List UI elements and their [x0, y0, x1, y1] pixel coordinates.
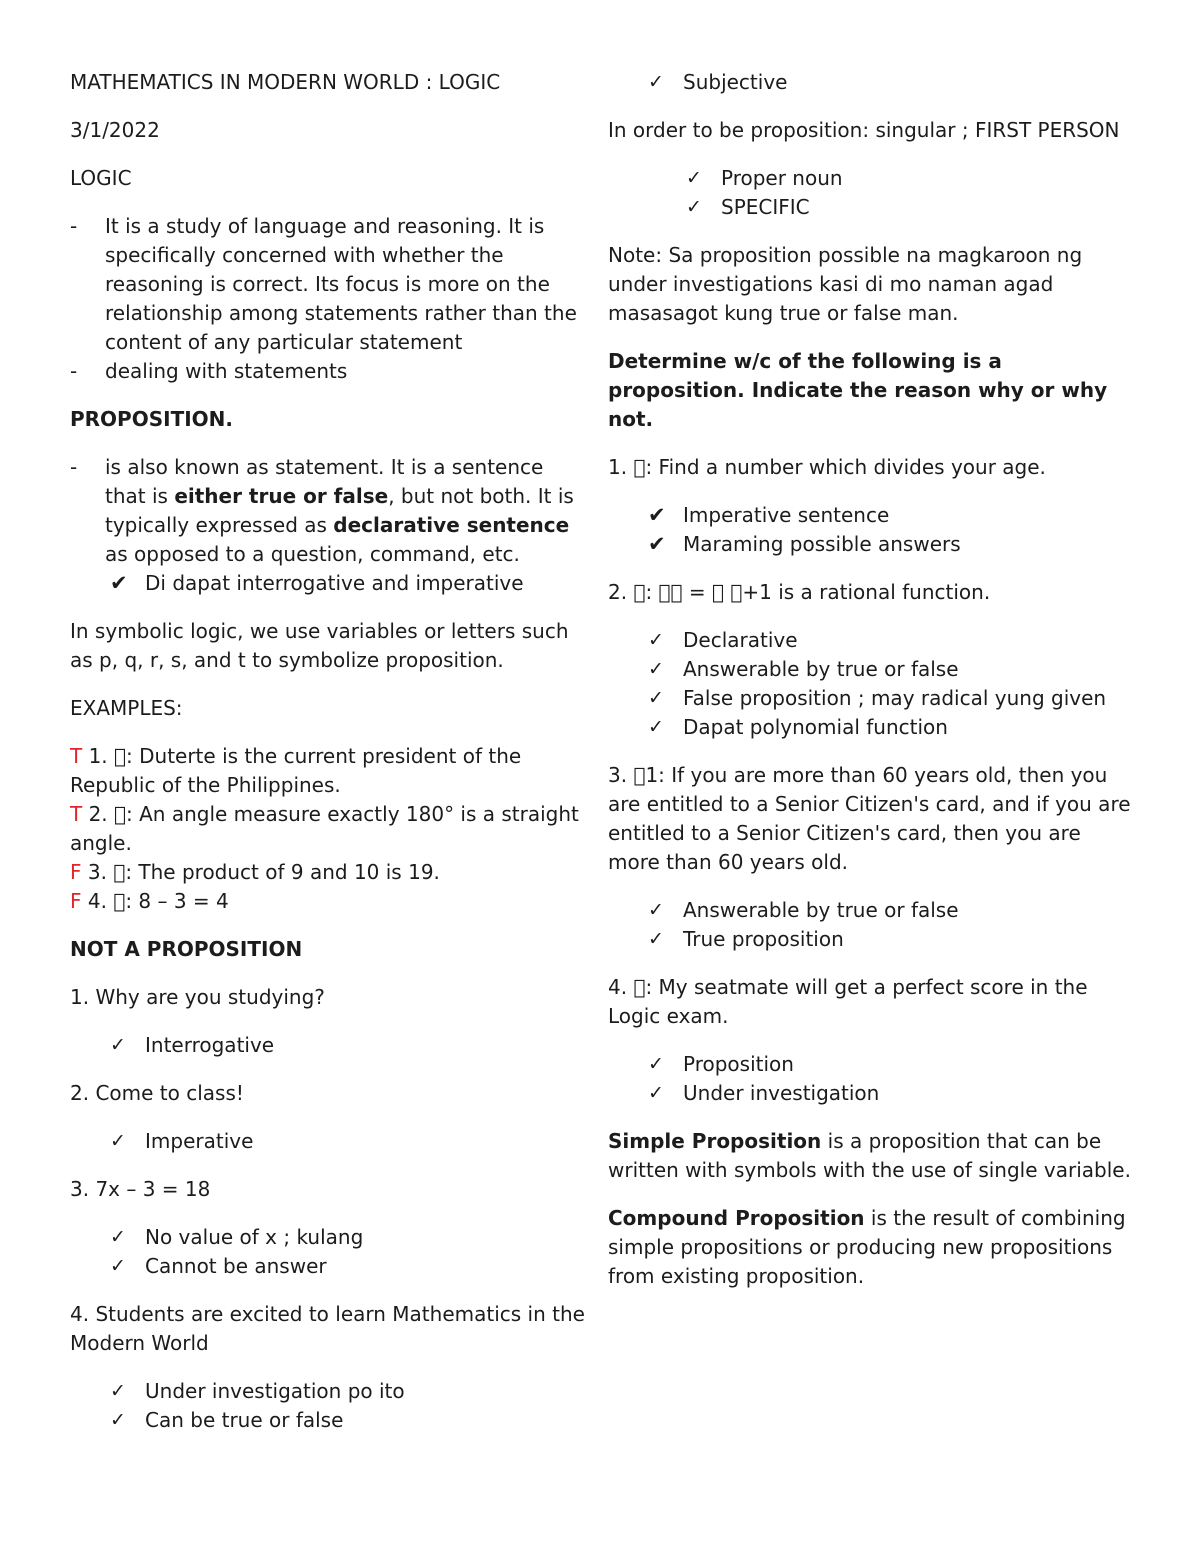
- check-item-text: Can be true or false: [145, 1408, 344, 1432]
- check-list: [608, 501, 1136, 559]
- check-item: [648, 1050, 1136, 1079]
- check-item: [110, 1406, 590, 1435]
- logic-heading: LOGIC: [70, 166, 132, 190]
- compound-proposition-definition: [608, 1204, 1136, 1291]
- term: Compound Proposition: [608, 1206, 865, 1230]
- symbolic-logic-paragraph: In symbolic logic, we use variables or letters such as p, q, r, s, and t to symbolize proposition.: [70, 619, 569, 672]
- document-date: 3/1/2022: [70, 118, 160, 142]
- note-paragraph: Note: Sa proposition possible na magkaroon ng under investigations kasi di mo naman agad masasagot kung true or false man.: [608, 243, 1083, 325]
- simple-proposition-definition: [608, 1127, 1136, 1185]
- definition-text: as opposed to a question, command, etc.: [105, 542, 520, 566]
- proposition-definition: [70, 453, 590, 598]
- check-item-text: Cannot be answer: [145, 1254, 327, 1278]
- check-item-text: Under investigation po ito: [145, 1379, 405, 1403]
- check-item: [648, 1079, 1136, 1108]
- example-text: 4.  : 8 – 3 = 4: [81, 889, 229, 913]
- non-proposition-example: 1. Why are you studying?: [70, 985, 325, 1009]
- check-icon: ✓: [686, 167, 702, 189]
- check-item-text: Proposition: [683, 1052, 794, 1076]
- check-item-text: No value of x ; kulang: [145, 1225, 364, 1249]
- check-list: [608, 164, 1136, 222]
- example-item: [70, 887, 590, 916]
- check-item-text: Imperative sentence: [683, 503, 890, 527]
- example-text: 3.  : The product of 9 and 10 is 19.: [81, 860, 440, 884]
- check-icon: ✓: [648, 658, 664, 680]
- check-item-text: Answerable by true or false: [683, 657, 959, 681]
- check-item-text: Subjective: [683, 70, 788, 94]
- check-item-text: True proposition: [683, 927, 844, 951]
- check-item-text: Declarative: [683, 628, 798, 652]
- truth-mark: F: [70, 889, 82, 913]
- heavy-check-icon: ✔: [110, 571, 128, 595]
- check-item: [110, 1127, 590, 1156]
- check-icon: ✓: [686, 196, 702, 218]
- check-item: [110, 1031, 590, 1060]
- check-item-text: Dapat polynomial function: [683, 715, 948, 739]
- check-icon: ✓: [110, 1380, 126, 1402]
- check-icon: ✓: [110, 1255, 126, 1277]
- list-item-text: [105, 453, 590, 569]
- check-list: [608, 68, 1136, 97]
- check-item: [648, 925, 1136, 954]
- check-item-text: Proper noun: [721, 166, 843, 190]
- check-item: [648, 713, 1136, 742]
- document-title: MATHEMATICS IN MODERN WORLD : LOGIC: [70, 70, 501, 94]
- check-icon: ✓: [648, 899, 664, 921]
- proposition-heading: PROPOSITION.: [70, 407, 233, 431]
- dash-bullet: -: [70, 214, 78, 238]
- list-item: [70, 357, 590, 386]
- check-item-text: Imperative: [145, 1129, 254, 1153]
- check-item: [686, 193, 1136, 222]
- definition-text: is the result of combining simple propositions or producing new propositions from existing proposition.: [608, 1206, 1126, 1288]
- check-list: [608, 626, 1136, 742]
- non-proposition-example: 3. 7x – 3 = 18: [70, 1177, 211, 1201]
- definition-text: is also known as statement. It is a sentence that is: [105, 455, 544, 508]
- definition-text: is a proposition that can be written with symbols with the use of single variable.: [608, 1129, 1131, 1182]
- definition-text: , but not both. It is typically expressed as: [105, 484, 574, 537]
- check-item: [648, 530, 1136, 559]
- term: Simple Proposition: [608, 1129, 822, 1153]
- right-column: [608, 68, 1136, 1310]
- check-icon: ✓: [648, 716, 664, 738]
- check-icon: ✓: [648, 928, 664, 950]
- check-icon: ✓: [110, 1130, 126, 1152]
- check-icon: ✓: [648, 71, 664, 93]
- check-icon: ✓: [648, 1053, 664, 1075]
- truth-mark: F: [70, 860, 82, 884]
- check-icon: ✓: [110, 1409, 126, 1431]
- check-item: [110, 1377, 590, 1406]
- exercise-question: 1.  : Find a number which divides your age.: [608, 455, 1046, 479]
- example-item: [70, 800, 590, 858]
- check-list: [608, 896, 1136, 954]
- example-item: [70, 742, 590, 800]
- truth-mark: T: [70, 744, 83, 768]
- heavy-check-icon: ✔: [648, 503, 666, 527]
- check-item-text: Interrogative: [145, 1033, 275, 1057]
- check-item-text: SPECIFIC: [721, 195, 810, 219]
- definition-emphasis: either true or false: [174, 484, 389, 508]
- heavy-check-icon: ✔: [648, 532, 666, 556]
- check-item: [110, 1252, 590, 1281]
- example-text: 1.  : Duterte is the current president of the Republic of the Philippines.: [70, 744, 522, 797]
- dash-bullet: -: [70, 359, 78, 383]
- list-item-text: dealing with statements: [105, 359, 348, 383]
- exercise-question: 3.  1: If you are more than 60 years old, then you are entitled to a Senior Citizen's card, and if you are entitled to a Senior Citizen's card, then you are more than 60 years old.: [608, 763, 1131, 874]
- non-proposition-example: 2. Come to class!: [70, 1081, 244, 1105]
- list-item: [70, 453, 590, 569]
- check-item: [648, 896, 1136, 925]
- logic-list: [70, 212, 590, 386]
- check-icon: ✓: [648, 629, 664, 651]
- exercise-question: 4.  : My seatmate will get a perfect score in the Logic exam.: [608, 975, 1088, 1028]
- examples-list: [70, 742, 590, 916]
- list-item: [70, 212, 590, 357]
- check-icon: ✓: [648, 687, 664, 709]
- not-proposition-heading: NOT A PROPOSITION: [70, 937, 303, 961]
- non-proposition-example: 4. Students are excited to learn Mathematics in the Modern World: [70, 1302, 585, 1355]
- proposition-requirement: In order to be proposition: singular ; FIRST PERSON: [608, 118, 1120, 142]
- example-text: 2.  : An angle measure exactly 180° is a straight angle.: [70, 802, 579, 855]
- check-item-text: Under investigation: [683, 1081, 880, 1105]
- check-item: [648, 501, 1136, 530]
- check-icon: ✓: [110, 1034, 126, 1056]
- check-item-text: False proposition ; may radical yung given: [683, 686, 1107, 710]
- check-item-text: Maraming possible answers: [683, 532, 961, 556]
- check-item-text: Answerable by true or false: [683, 898, 959, 922]
- check-list: [608, 1050, 1136, 1108]
- left-column: [70, 68, 590, 1454]
- definition-emphasis: declarative sentence: [333, 513, 570, 537]
- check-icon: ✓: [110, 1226, 126, 1248]
- example-item: [70, 858, 590, 887]
- exercise-question: 2.  :    =    +1 is a rational function.: [608, 580, 991, 604]
- check-item: [648, 655, 1136, 684]
- check-item: [648, 68, 1136, 97]
- check-list: [70, 1127, 590, 1156]
- check-list: [70, 1377, 590, 1435]
- check-item: [686, 164, 1136, 193]
- check-list: [70, 1223, 590, 1281]
- check-list: [70, 1031, 590, 1060]
- check-item: [110, 1223, 590, 1252]
- exercise-instructions: Determine w/c of the following is a proposition. Indicate the reason why or why not.: [608, 349, 1108, 431]
- check-item-text: Di dapat interrogative and imperative: [145, 571, 524, 595]
- list-item-text: It is a study of language and reasoning. It is specifically concerned with whether the reasoning is correct. Its focus is more on the relationship among statements rather than the content of any particular statement: [105, 214, 577, 354]
- check-icon: ✓: [648, 1082, 664, 1104]
- truth-mark: T: [70, 802, 83, 826]
- examples-heading: EXAMPLES:: [70, 696, 183, 720]
- check-item: [110, 569, 590, 598]
- check-item: [648, 626, 1136, 655]
- check-item: [648, 684, 1136, 713]
- dash-bullet: -: [70, 455, 78, 479]
